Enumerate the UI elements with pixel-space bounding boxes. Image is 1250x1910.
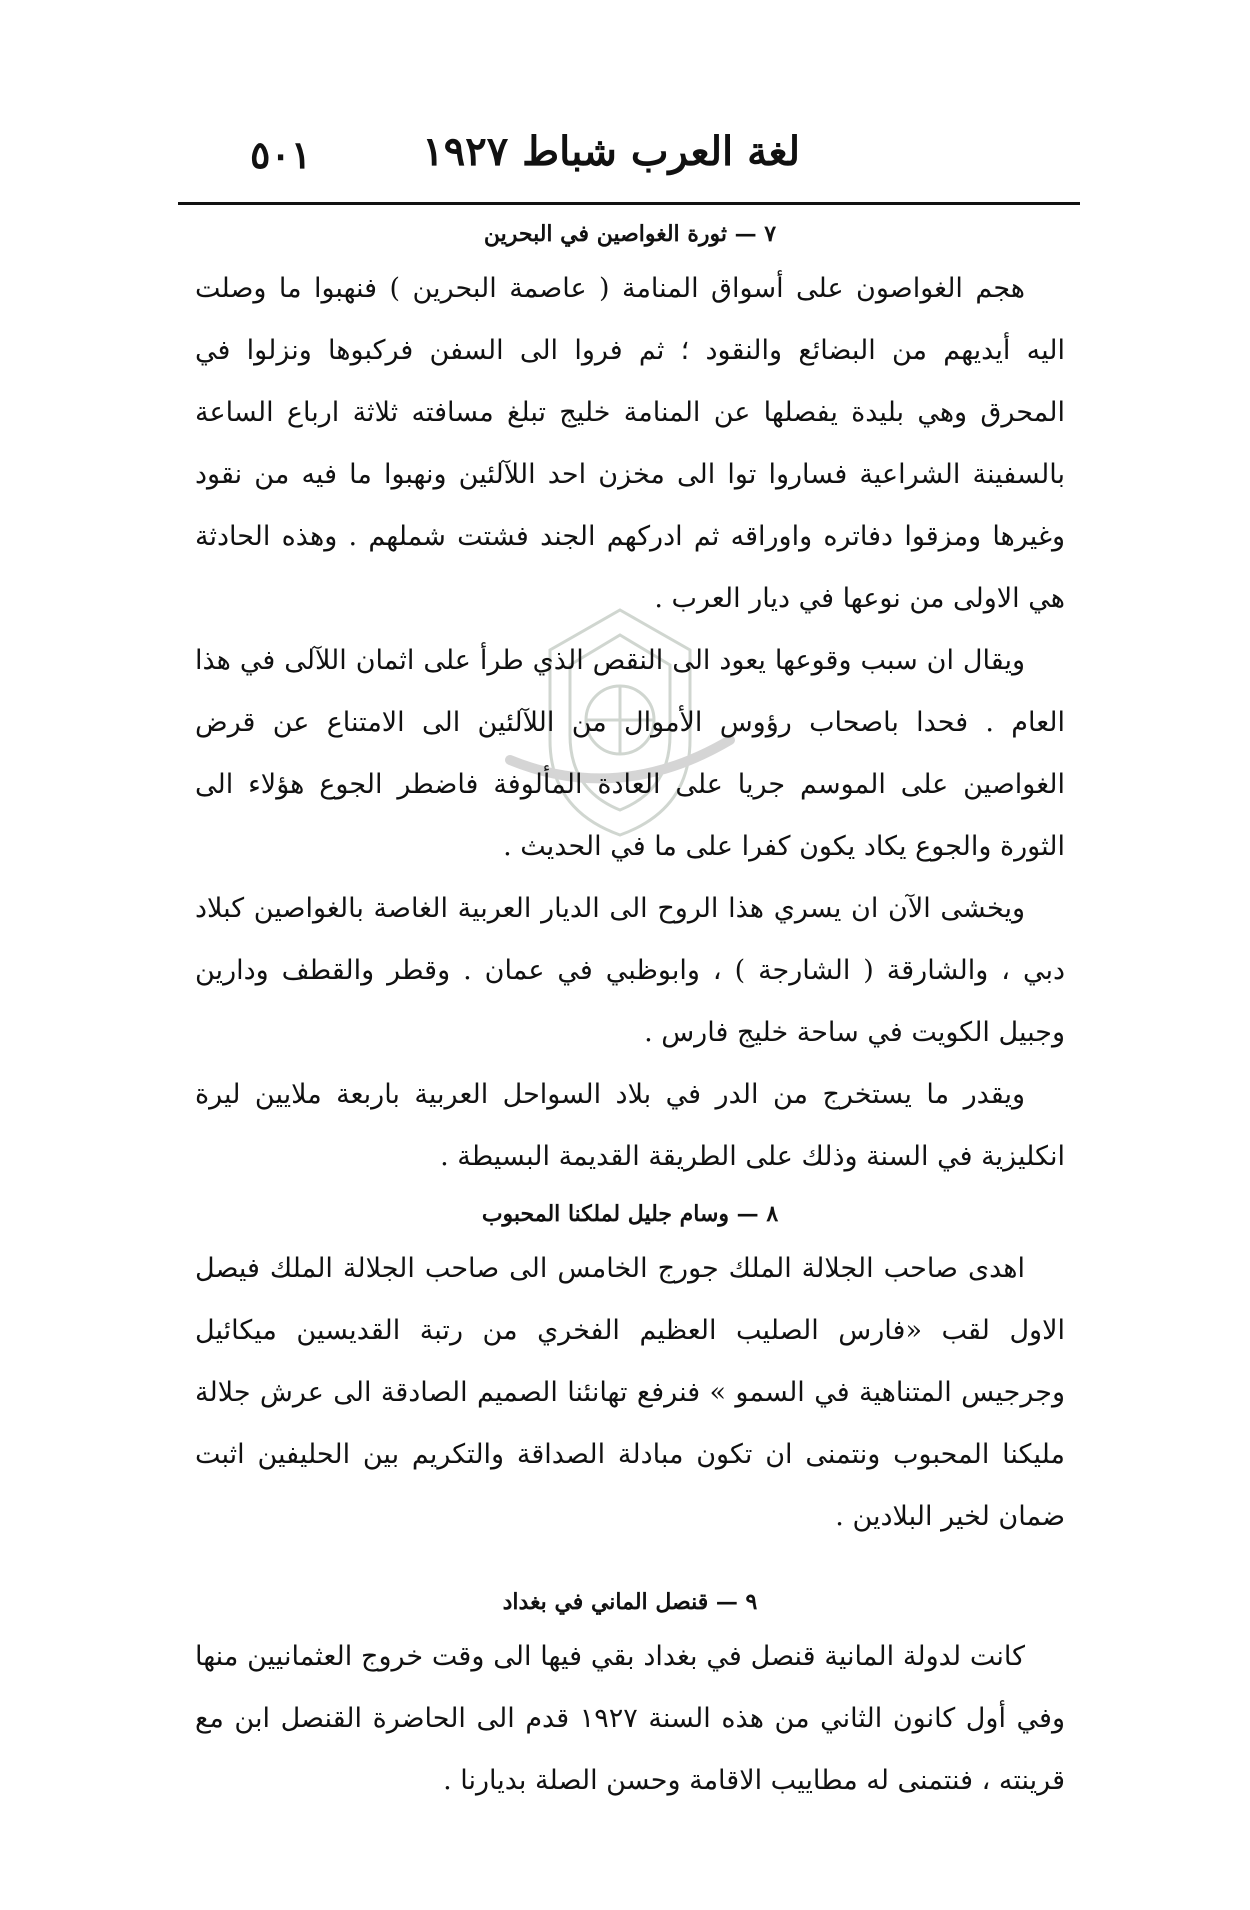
page-header — [180, 128, 1080, 198]
page-number: ٥٠١ — [250, 132, 312, 177]
paragraph: هجم الغواصون على أسواق المنامة ( عاصمة البحرين ) فنهبوا ما وصلت اليه أيديهم من البضائع والنقود ؛ ثم فروا الى السفن فركبوها ونزلوا في المحرق وهي بليدة يفصلها عن المنامة خليج تبلغ مسافته ثلاثة ارباع الساعة بالسفينة الشراعية فساروا توا الى مخزن احد اللآلئين ونهبوا ما فيه من نقود وغيرها ومزقوا دفاتره واوراقه ثم ادركهم الجند فشتت شملهم . وهذه الحادثة هي الاولى من نوعها في ديار العرب . — [195, 273, 1065, 614]
paragraph: ويقدر ما يستخرج من الدر في بلاد السواحل العربية باربعة ملايين ليرة انكليزية في السنة وذلك على الطريقة القديمة البسيطة . — [195, 1079, 1065, 1172]
section-heading-medal: ٨ — وسام جليل لملكنا المحبوب — [481, 1201, 779, 1227]
paragraph: ويقال ان سبب وقوعها يعود الى النقص الذي طرأ على اثمان اللآلى في هذا العام . فحدا باصحاب رؤوس الأموال من اللآلئين الى الامتناع عن قرض الغواصين على الموسم جريا على العادة المألوفة فاضطر الجوع هؤلاء الى الثورة والجوع يكاد يكون كفرا على ما في الحديث . — [195, 645, 1065, 862]
header-divider — [178, 202, 1080, 205]
header-title: لغة العرب شباط ١٩٢٧ — [422, 128, 800, 175]
section-heading-consul: ٩ — قنصل الماني في بغداد — [502, 1589, 758, 1615]
paragraph: كانت لدولة المانية قنصل في بغداد بقي فيها الى وقت خروج العثمانيين منها وفي أول كانون الثاني من هذه السنة ١٩٢٧ قدم الى الحاضرة القنصل ابن مع قرينته ، فنتمنى له مطاييب الاقامة وحسن الصلة بديارنا . — [195, 1641, 1065, 1796]
paragraph: ويخشى الآن ان يسري هذا الروح الى الديار العربية الغاصة بالغواصين كبلاد دبي ، والشارقة ( الشارجة ) ، وابوظبي في عمان . وقطر والقطف ودارين وجبيل الكويت في ساحة خليج فارس . — [195, 893, 1065, 1048]
paragraph: اهدى صاحب الجلالة الملك جورج الخامس الى صاحب الجلالة الملك فيصل الاول لقب «فارس الصليب العظيم الفخري من رتبة القديسين ميكائيل وجرجيس المتناهية في السمو » فنرفع تهانئنا الصميم الصادقة الى عرش جلالة مليكنا المحبوب ونتمنى ان تكون مبادلة الصداقة والتكريم بين الحليفين اثبت ضمان لخير البلادين . — [195, 1253, 1065, 1532]
section-heading-bahrain: ٧ — ثورة الغواصين في البحرين — [483, 221, 777, 247]
article-body — [195, 208, 1065, 1812]
